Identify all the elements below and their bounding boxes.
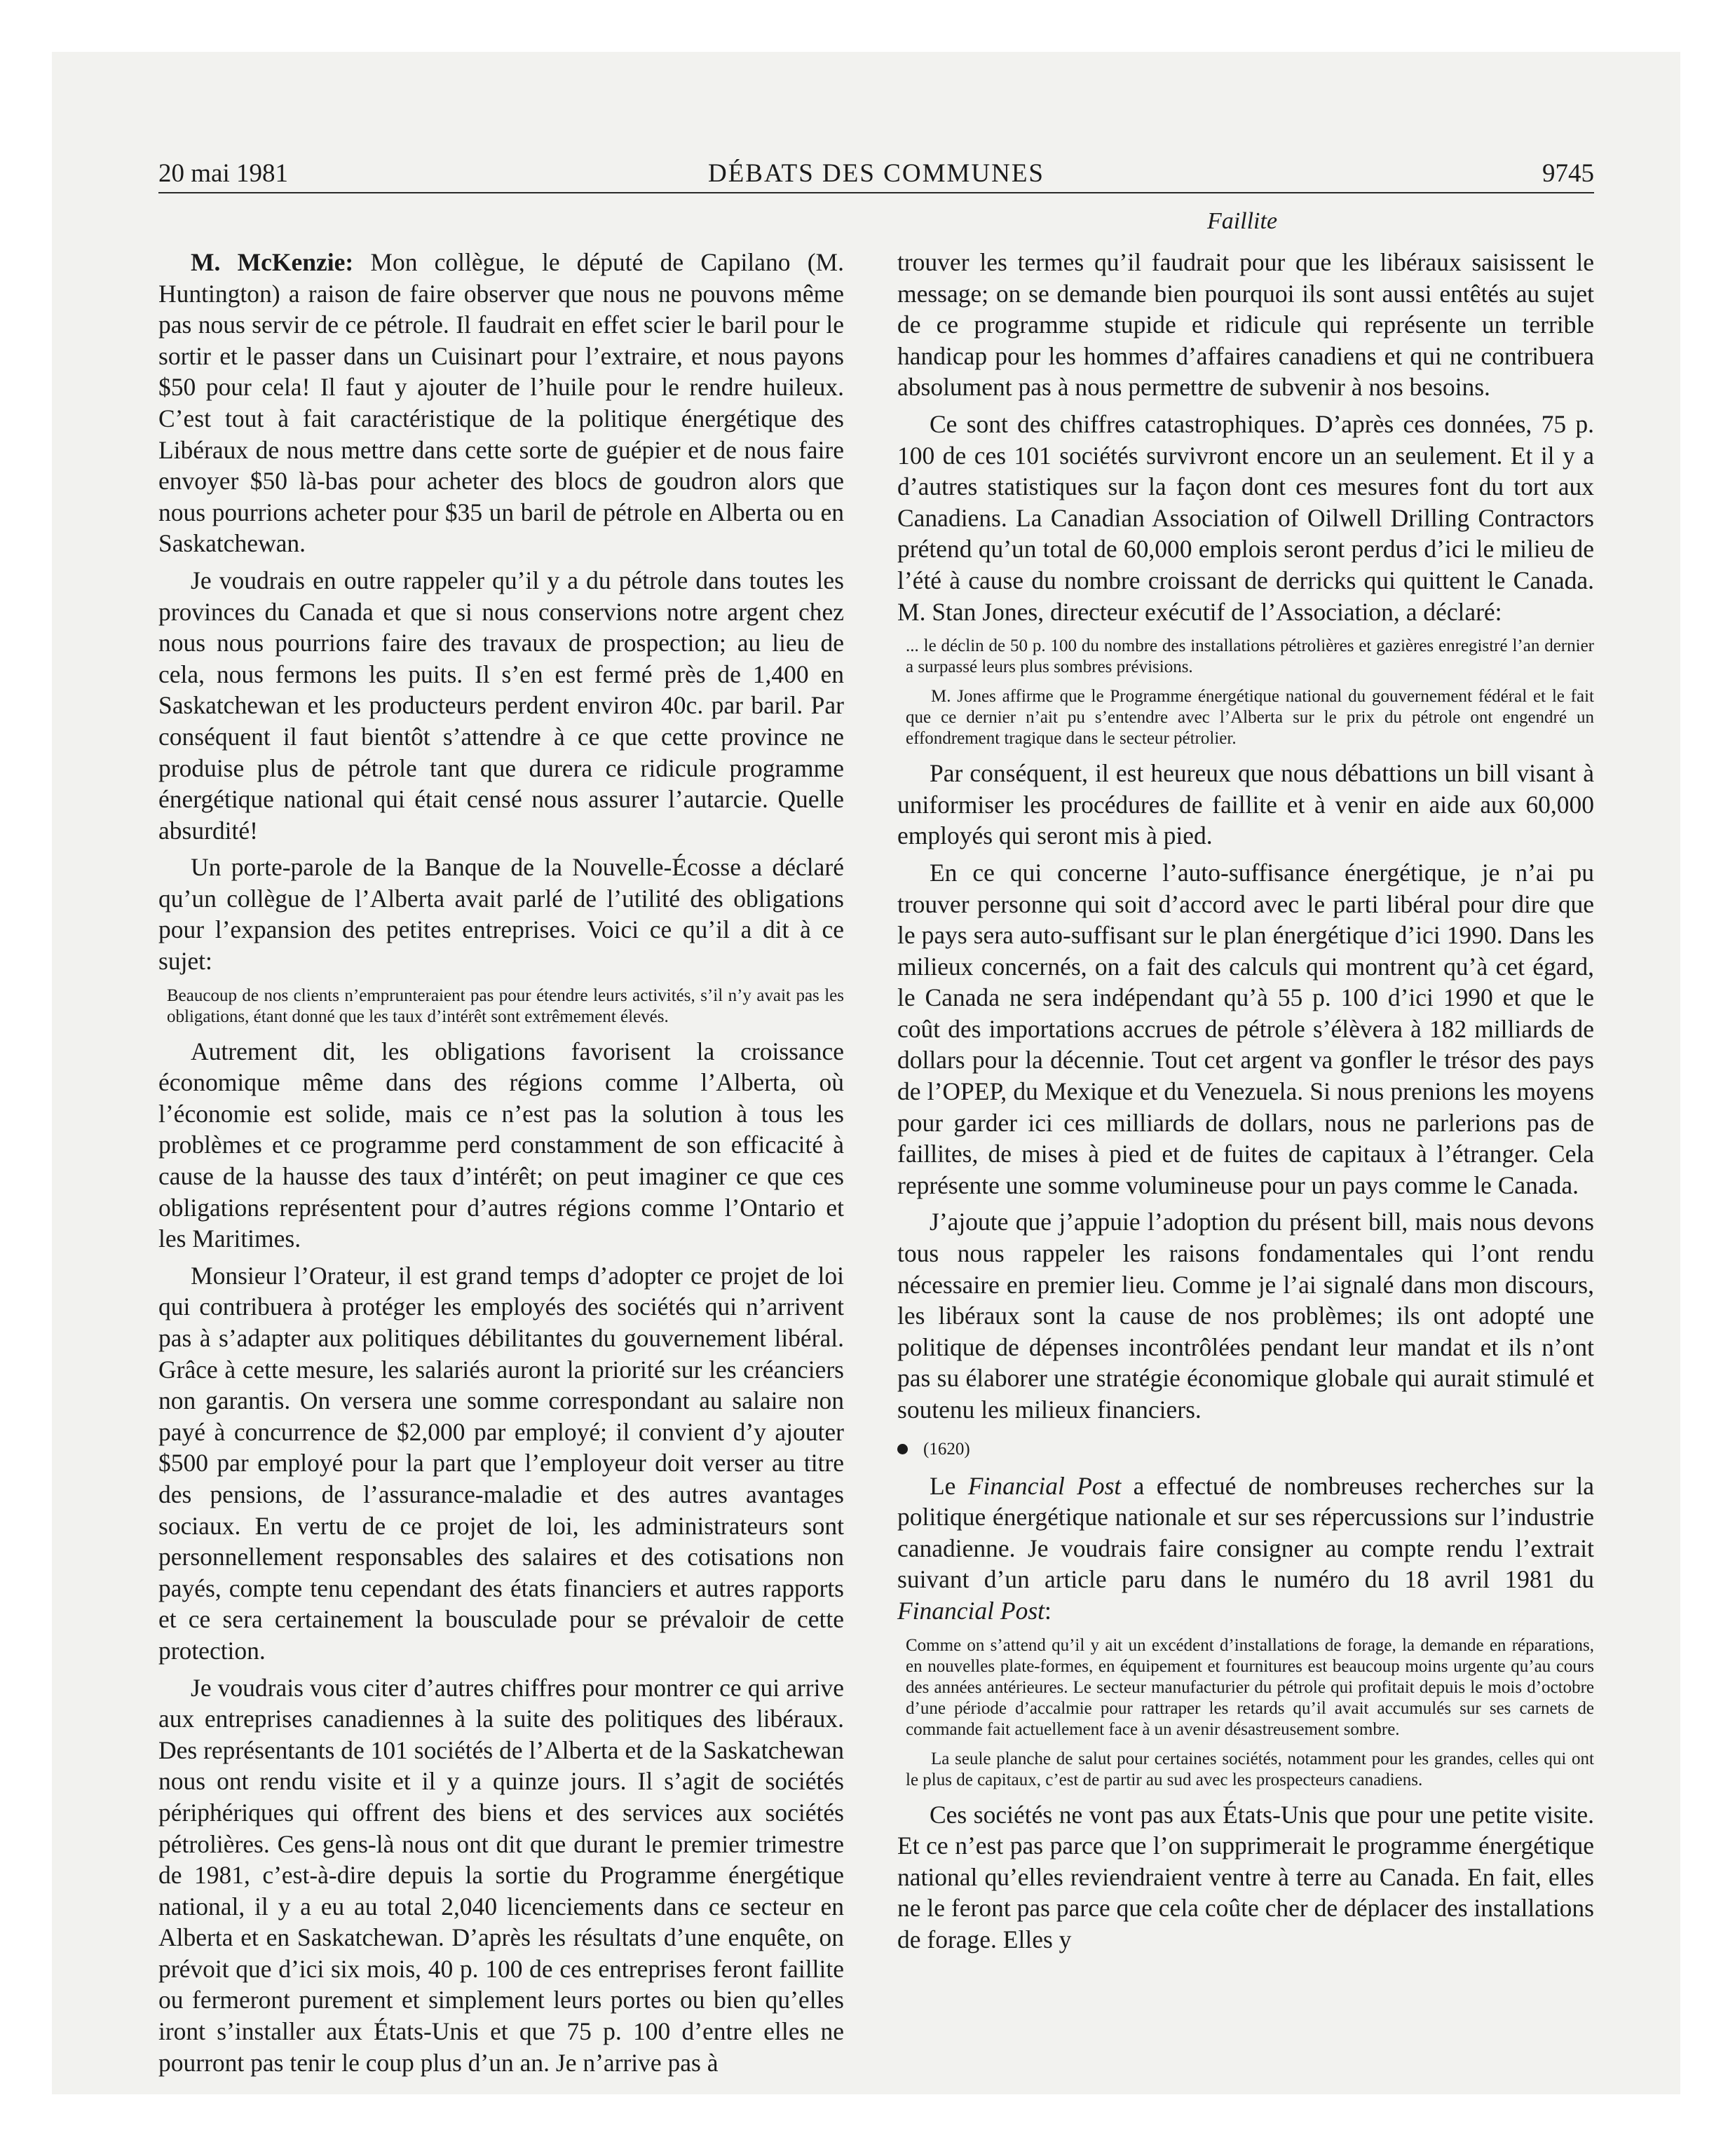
paragraph-text: Mon collègue, le député de Capilano (M. Huntington) a raison de faire observer que nous ne pouvons même pas nous servir de ce pétrole. Il faudrait en effet scier le baril pour le sortir et le passer dans un Cuisinart pour l’extraire, et nous payons $50 pour cela! Il faut y ajouter de l’huile pour le rendre huileux. C’est tout à fait caractéristique de la politique énergétique des Libéraux de nous mettre dans cette sorte de guépier et de nous faire envoyer $50 là-bas pour acheter des blocs de goudron alors que nous pourrions acheter pour $35 un baril de pétrole en Alberta ou en Saskatchewan. xyxy=(158,248,844,558)
paragraph: Autrement dit, les obligations favorisent la croissance économique même dans des régions comme l’Alberta, où l’économie est solide, mais ce n’est pas la solution à tous les problèmes et ce programme perd constamment de son efficacité à cause de la hausse des taux d’intérêt; on peut imaginer ce que ces obligations représentent pour d’autres régions comme l’Ontario et les Maritimes. xyxy=(158,1037,844,1253)
header-date: 20 mai 1981 xyxy=(158,159,288,188)
page-number: 9745 xyxy=(1542,159,1594,188)
paragraph xyxy=(897,1471,1594,1627)
paragraph-text: a effectué de nombreuses recherches sur la politique énergétique nationale et sur ses répercussions sur l’industrie canadienne. Je voudrais faire consigner au compte rendu l’extrait suivant d’un article paru dans le numéro du 18 avril 1981 du xyxy=(897,1471,1594,1594)
paragraph: J’ajoute que j’appuie l’adoption du présent bill, mais nous devons tous nous rappeler les raisons fondamentales qui l’ont rendu nécessaire en premier lieu. Comme je l’ai signalé dans mon discours, les libéraux sont la cause de nos problèmes; ils ont adopté une politique de dépenses incontrôlées pendant leur mandat et ils n’ont pas su élaborer une stratégie économique globale qui aurait stimulé et soutenu les milieux financiers. xyxy=(897,1208,1594,1424)
paragraph: Par conséquent, il est heureux que nous débattions un bill visant à uniformiser les procédures de faillite et à venir en aide aux 60,000 employés qui seront mis à pied. xyxy=(897,759,1594,850)
block-quote: Comme on s’attend qu’il y ait un excédent d’installations de forage, la demande en réparations, en nouvelles plate-formes, en équipement et fournitures est beaucoup moins urgente qu’au cours des années antérieures. Le secteur manufacturier du pétrole qui profitait depuis le mois d’octobre d’une période d’accalmie pour rattraper les retards qu’il avait accumulés sur ses carnets de commande fait actuellement face à un avenir désastreusement sombre. xyxy=(906,1635,1594,1739)
block-quote: ... le déclin de 50 p. 100 du nombre des installations pétrolières et gazières enregistré l’an dernier a surpassé leurs plus sombres prévisions. xyxy=(906,636,1594,677)
block-quote: La seule planche de salut pour certaines sociétés, notamment pour les grandes, celles qui ont le plus de capitaux, c’est de partir au sud avec les prospecteurs canadiens. xyxy=(906,1749,1594,1789)
header-title: DÉBATS DES COMMUNES xyxy=(707,159,1045,188)
block-quote: M. Jones affirme que le Programme énergétique national du gouvernement fédéral et le fait que ce dernier n’ait pu s’entendre avec l’Alberta sur le prix du pétrole ont engendré un effondrement tragique dans le secteur pétrolier. xyxy=(906,687,1594,749)
paragraph xyxy=(158,247,844,559)
paragraph: Ces sociétés ne vont pas aux États-Unis que pour une petite visite. Et ce n’est pas parce que l’on supprimerait le programme énergétique national qu’elles reviendraient ventre à terre au Canada. En fait, elles ne le feront pas parce que cela coûte cher de déplacer des installations de forage. Elles y xyxy=(897,1800,1594,1953)
publication-title: Financial Post xyxy=(897,1596,1045,1625)
paragraph: trouver les termes qu’il faudrait pour que les libéraux saisissent le message; on se demande bien pourquoi ils sont aussi entêtés au sujet de ce programme stupide et ridicule qui représente un terrible handicap pour les hommes d’affaires canadiens et qui ne contribuera absolument pas à nous permettre de subvenir à nos besoins. xyxy=(897,248,1594,402)
left-column xyxy=(158,247,844,2084)
speaker-name: M. McKenzie: xyxy=(191,248,354,276)
paragraph-text: : xyxy=(1045,1596,1052,1625)
right-column xyxy=(897,247,1594,1961)
section-subhead: Faillite xyxy=(1206,208,1278,234)
paragraph: Ce sont des chiffres catastrophiques. D’après ces données, 75 p. 100 de ces 101 sociétés survivront encore un an seulement. Et il y a d’autres statistiques sur la façon dont ces mesures font du tort aux Canadiens. La Canadian Association of Oilwell Drilling Contractors prétend qu’un total de 60,000 emplois seront perdus d’ici le milieu de l’été à cause du nombre croissant de derricks qui quittent le Canada. M. Stan Jones, directeur exécutif de l’Association, a déclaré: xyxy=(897,409,1594,626)
block-quote: Beaucoup de nos clients n’emprunteraient pas pour étendre leurs activités, s’il n’y avait pas les obligations, étant donné que les taux d’intérêt sont extrêmement élevés. xyxy=(167,985,844,1026)
timestamp xyxy=(897,1435,1594,1464)
timestamp-text: (1620) xyxy=(923,1439,970,1459)
paragraph: Monsieur l’Orateur, il est grand temps d’adopter ce projet de loi qui contribuera à protéger les employés des sociétés qui n’arrivent pas à s’adapter aux politiques débilitantes du gouvernement libéral. Grâce à cette mesure, les salariés auront la priorité sur les créanciers non garantis. On versera une somme correspondant au salaire non payé à concurrence de $2,000 par employé; il convient d’y ajouter $500 par employé pour la part que l’employeur doit verser au titre des pensions, de l’assurance-maladie et des autres avantages sociaux. En vertu de ce projet de loi, les administrateurs sont personnellement responsables des salaires et des cotisations non payés, compte tenu cependant des états financiers et autres rapports et ce sera certainement la bousculade pour se prévaloir de cette protection. xyxy=(158,1261,844,1665)
paragraph: Un porte-parole de la Banque de la Nouvelle-Écosse a déclaré qu’un collègue de l’Alberta avait parlé de l’utilité des obligations pour l’expansion des petites entreprises. Voici ce qu’il a dit à ce sujet: xyxy=(158,853,844,976)
page-header xyxy=(158,156,1594,192)
paragraph-text: Le xyxy=(930,1471,968,1500)
publication-title: Financial Post xyxy=(967,1471,1122,1500)
paragraph: Je voudrais vous citer d’autres chiffres pour montrer ce qui arrive aux entreprises canadiennes à la suite des politiques des libéraux. Des représentants de 101 sociétés de l’Alberta et de la Saskatchewan nous ont rendu visite et il y a quinze jours. Il s’agit de sociétés périphériques qui offrent des biens et des services aux sociétés pétrolières. Ces gens-là nous ont dit que durant le premier trimestre de 1981, c’est-à-dire depuis la sortie du Programme énergétique national, il y a eu au total 2,040 licenciements dans ce secteur en Alberta et en Saskatchewan. D’après les résultats d’une enquête, on prévoit que d’ici six mois, 40 p. 100 de ces entreprises feront faillite ou fermeront purement et simplement leurs portes ou bien qu’elles iront s’installer aux États-Unis et que 75 p. 100 d’entre elles ne pourront pas tenir le coup plus d’un an. Je n’arrive pas à xyxy=(158,1673,844,2077)
bullet-icon xyxy=(897,1444,908,1454)
paragraph: En ce qui concerne l’auto-suffisance énergétique, je n’ai pu trouver personne qui soit d’accord avec le parti libéral pour dire que le pays sera auto-suffisant sur le plan énergétique d’ici 1990. Dans les milieux concernés, on a fait des calculs qui montrent qu’à cet égard, le Canada ne sera indépendant qu’à 55 p. 100 d’ici 1990 et que le coût des importations accrues de pétrole s’élèvera à 182 milliards de dollars pour la décennie. Tout cet argent va gonfler le trésor des pays de l’OPEP, du Mexique et du Venezuela. Si nous prenions les moyens pour garder ici ces milliards de dollars, nous ne parlerions pas de faillites, de mises à pied et de fuites de capitaux à l’étranger. Cela représente une somme volumineuse pour un pays comme le Canada. xyxy=(897,858,1594,1199)
paragraph: Je voudrais en outre rappeler qu’il y a du pétrole dans toutes les provinces du Canada et que si nous conservions notre argent chez nous nous pourrions faire des travaux de prospection; au lieu de cela, nous fermons les puits. Il s’en est fermé près de 1,400 en Saskatchewan et les producteurs perdent environ 40c. par baril. Par conséquent il faut bientôt s’attendre à ce que cette province ne produise plus de pétrole tant que durera ce ridicule programme énergétique national qui était censé nous assurer l’autarcie. Quelle absurdité! xyxy=(158,566,844,845)
header-rule xyxy=(158,192,1594,193)
